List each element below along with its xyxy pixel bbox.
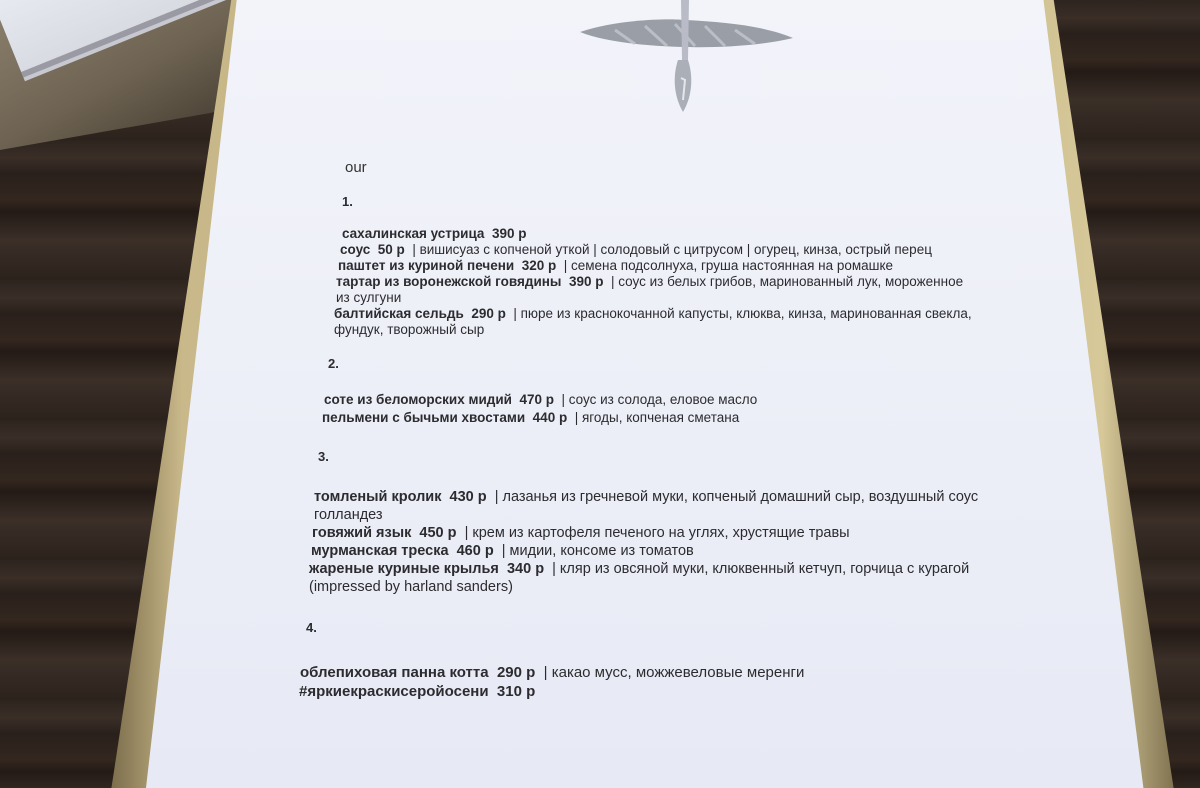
- item-description: | мидии, консоме из томатов: [501, 543, 694, 559]
- item-name: томленый кролик: [314, 489, 442, 505]
- item-name: #яркиекраскисеройосени: [299, 683, 489, 700]
- menu-item: [311, 542, 980, 560]
- item-price: 450 р: [419, 525, 457, 541]
- item-name: балтийская сельдь: [334, 306, 464, 321]
- item-price: 50 р: [377, 242, 405, 257]
- item-name: сахалинская устрица: [342, 226, 485, 241]
- menu-section-3: [309, 448, 980, 596]
- menu-item: [299, 682, 980, 701]
- section-number: 3.: [318, 449, 329, 464]
- item-description: | лазанья из гречневой муки, копченый домашний сыр, воздушный соус голландез: [314, 489, 979, 523]
- item-description: | крем из картофеля печеного на углях, хрустящие травы: [464, 525, 850, 541]
- item-price: 390 р: [491, 226, 527, 241]
- item-name: соте из беломорских мидий: [324, 392, 512, 407]
- menu-item: [309, 560, 980, 596]
- item-price: 290 р: [471, 306, 506, 321]
- item-description: | кляр из овсяной муки, клюквенный кетчуп, горчица с курагой (impressed by harland sanders): [309, 561, 970, 595]
- item-name: мурманская треска: [311, 543, 449, 559]
- item-name: говяжий язык: [312, 525, 412, 541]
- item-price: 430 р: [449, 489, 487, 505]
- item-price: 310 р: [496, 683, 536, 700]
- item-name: облепиховая панна котта: [300, 664, 489, 681]
- item-name: тартар из воронежской говядины: [336, 274, 562, 289]
- menu-item: [338, 258, 980, 274]
- item-description: | вишисуаз с копченой уткой | солодовый с цитрусом | огурец, кинза, острый перец: [412, 242, 932, 257]
- menu-item: [340, 242, 980, 258]
- item-description: | соус из белых грибов, маринованный лук, мороженное из сулгуни: [336, 274, 964, 305]
- item-price: 290 р: [496, 664, 536, 681]
- restaurant-logo-icon: [575, 0, 795, 125]
- menu-item: [324, 392, 980, 408]
- item-price: 460 р: [456, 543, 494, 559]
- item-price: 440 р: [532, 410, 568, 425]
- item-price: 470 р: [519, 392, 554, 407]
- item-description: | пюре из краснокочанной капусты, клюква, кинза, маринованная свекла, фундук, творожный сыр: [334, 306, 972, 337]
- item-price: 340 р: [506, 561, 545, 577]
- section-number: 1.: [342, 194, 353, 209]
- section-number: 2.: [328, 356, 339, 371]
- item-price: 390 р: [568, 274, 604, 289]
- menu-section-4: [299, 618, 980, 701]
- item-name: соус: [340, 242, 371, 257]
- item-name: жареные куриные крылья: [309, 561, 499, 577]
- item-name: паштет из куриной печени: [338, 258, 515, 273]
- section-number: 4.: [306, 620, 317, 635]
- menu-item: [336, 274, 980, 306]
- item-description: | какао мусс, можжевеловые меренги: [543, 664, 805, 681]
- menu-section-2: [322, 356, 980, 426]
- item-name: пельмени с бычьми хвостами: [322, 410, 526, 425]
- menu-item: [312, 524, 980, 542]
- menu-list: [300, 160, 980, 701]
- item-description: | ягоды, копченая сметана: [574, 410, 740, 425]
- menu-item: [322, 410, 980, 426]
- menu-section-1: [334, 194, 980, 338]
- menu-item: [314, 488, 980, 524]
- item-price: 320 р: [521, 258, 557, 273]
- item-description: | семена подсолнуха, груша настоянная на ромашке: [563, 258, 894, 273]
- menu-item: [300, 663, 980, 682]
- item-description: | соус из солода, еловое масло: [561, 392, 758, 407]
- menu-item: [342, 226, 980, 242]
- menu-heading: our: [345, 159, 367, 176]
- menu-item: [334, 306, 980, 338]
